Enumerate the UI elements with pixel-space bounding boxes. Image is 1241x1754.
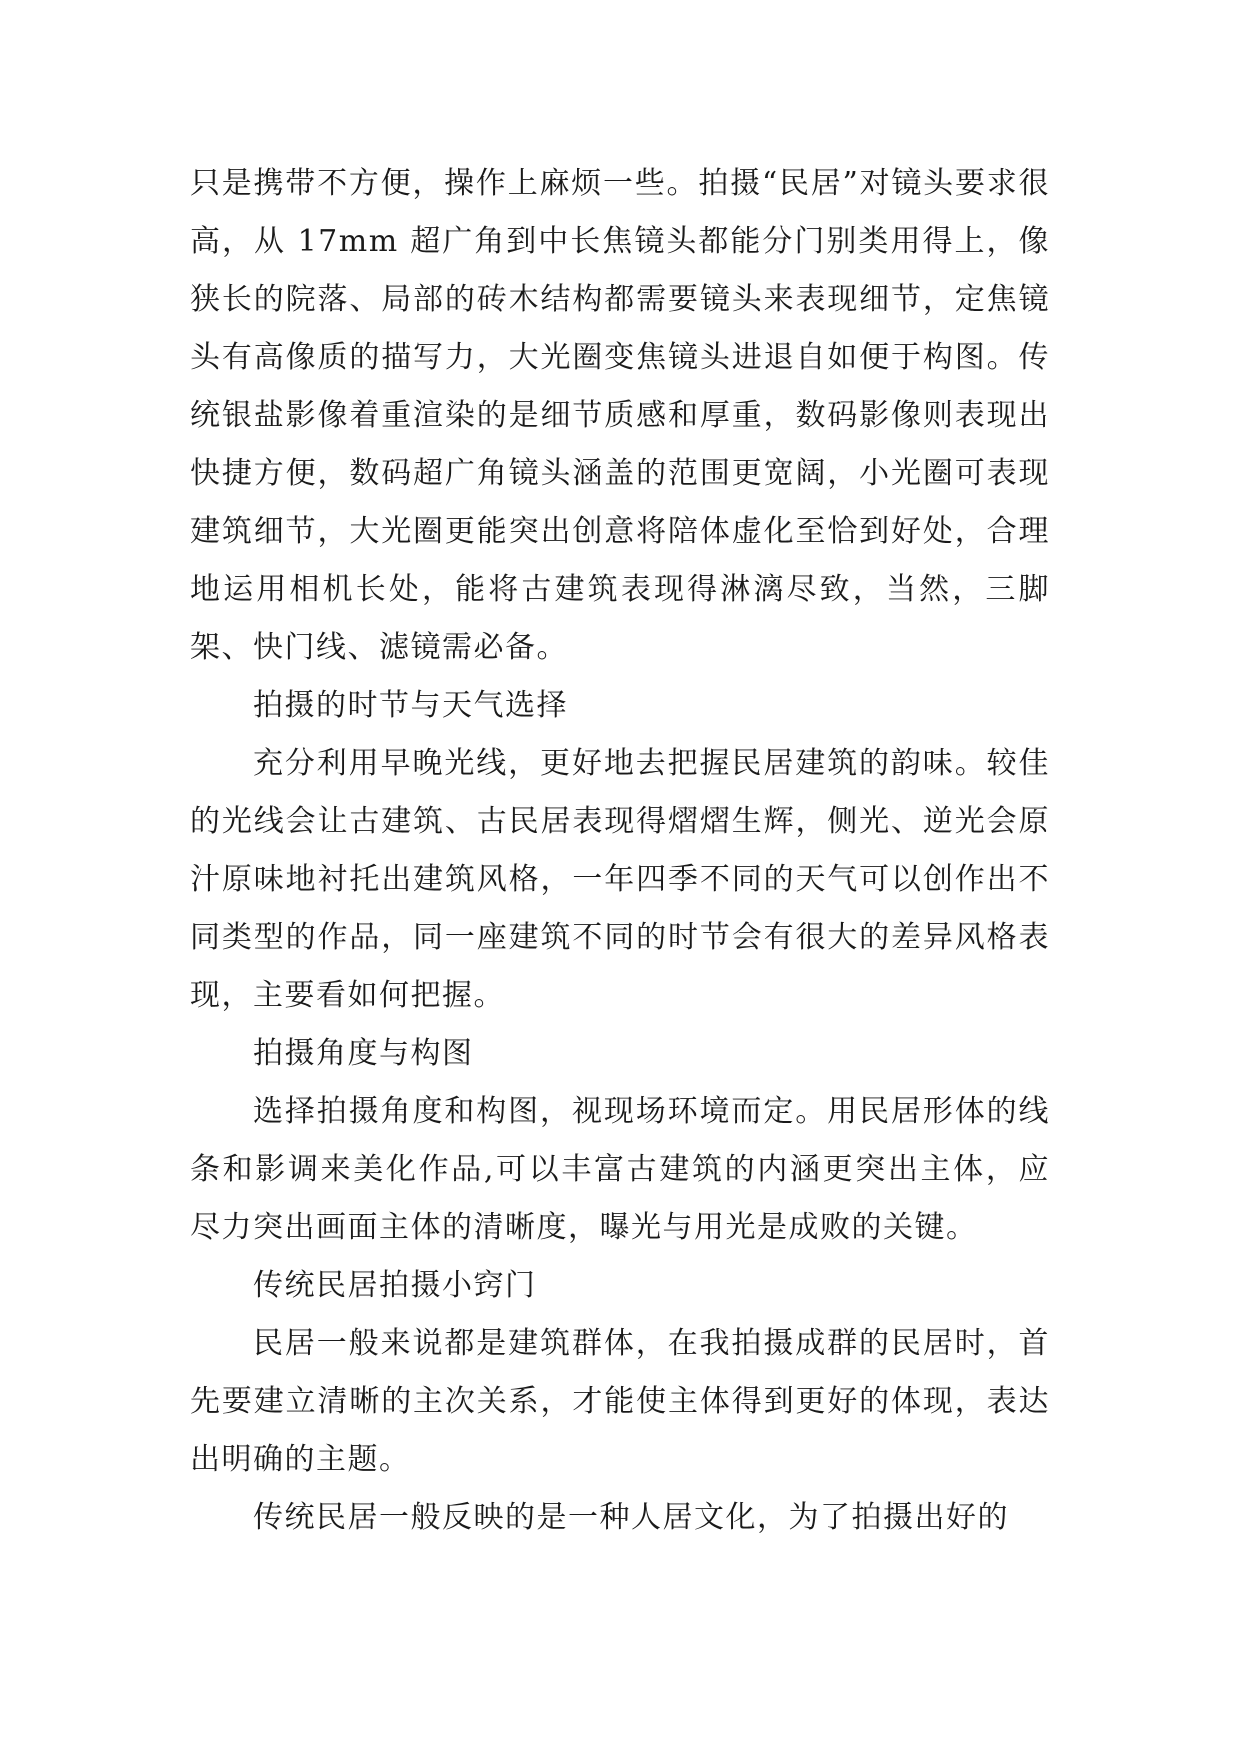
- paragraph-tips-culture: 传统民居一般反映的是一种人居文化，为了拍摄出好的: [253, 1500, 1009, 1535]
- paragraph-tips-groups: 民居一般来说都是建筑群体，在我拍摄成群的民居时，首先要建立清晰的主次关系，才能使主体得到更好的体现，表达出明确的主题。: [190, 1326, 1050, 1477]
- section-heading-timing-weather: 拍摄的时节与天气选择: [253, 688, 568, 723]
- paragraph-timing-weather: 充分利用早晚光线，更好地去把握民居建筑的韵味。较佳的光线会让古建筑、古民居表现得熠熠生辉，侧光、逆光会原汁原味地衬托出建筑风格，一年四季不同的天气可以创作出不同类型的作品，同一座建筑不同的时节会有很大的差异风格表现，主要看如何把握。: [190, 746, 1050, 1013]
- section-heading-angle-composition: 拍摄角度与构图: [253, 1036, 474, 1071]
- section-heading-tips: 传统民居拍摄小窍门: [253, 1268, 537, 1303]
- paragraph-lens-equipment: 只是携带不方便，操作上麻烦一些。拍摄“民居”对镜头要求很高，从 17mm 超广角到中长焦镜头都能分门别类用得上，像狭长的院落、局部的砖木结构都需要镜头来表现细节，定焦镜头有高像质的描写力，大光圈变焦镜头进退自如便于构图。传统银盐影像着重渲染的是细节质感和厚重，数码影像则表现出快捷方便，数码超广角镜头涵盖的范围更宽阔，小光圈可表现建筑细节，大光圈更能突出创意将陪体虚化至恰到好处，合理地运用相机长处，能将古建筑表现得淋漓尽致，当然，三脚架、快门线、滤镜需必备。: [190, 166, 1050, 665]
- paragraph-angle-composition: 选择拍摄角度和构图，视现场环境而定。用民居形体的线条和影调来美化作品,可以丰富古建筑的内涵更突出主体，应尽力突出画面主体的清晰度，曝光与用光是成败的关键。: [190, 1094, 1050, 1245]
- document-body: [190, 155, 1050, 1547]
